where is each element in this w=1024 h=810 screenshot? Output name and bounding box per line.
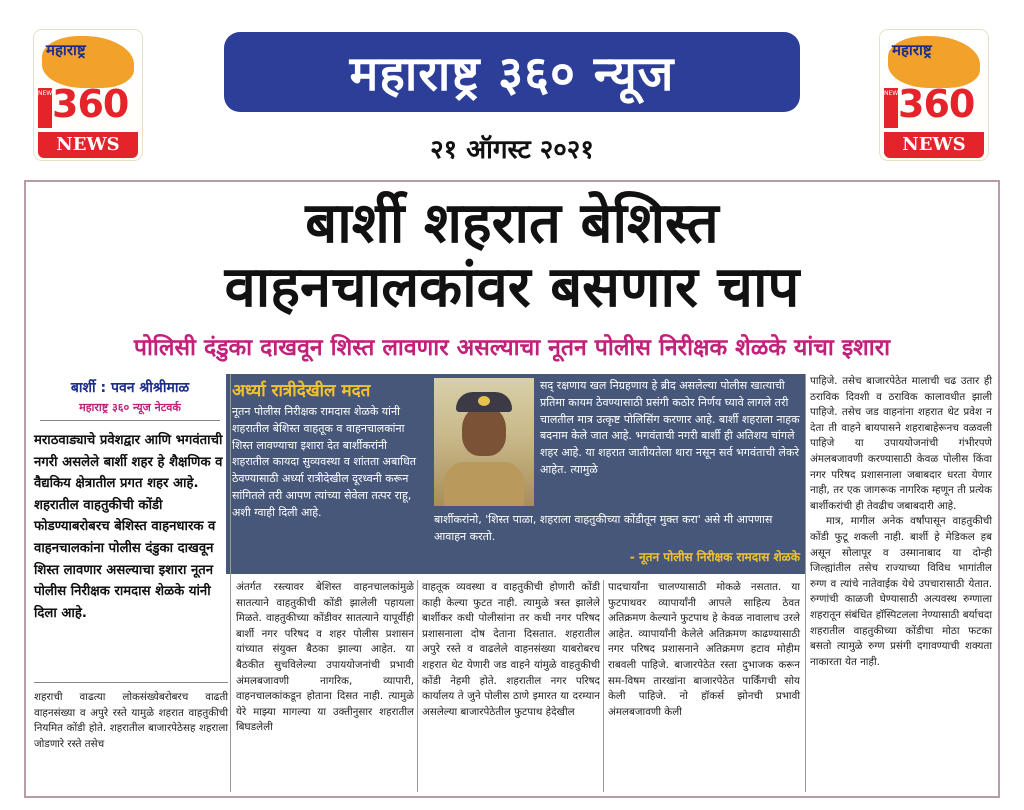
body-column-2: अंतर्गत रस्त्यावर बेशिस्त वाहनचालकांमुळे सातत्याने वाहतुकीची कोंडी झालेली पहायला मिळते. वाहतुकीच्या कोंडीवर सातत्याने यापूर्वीही बार्शी नगर परिषद व शहर पोलीस प्रशासन यांच्यात संयुक्त बैठका झाल्या आहेत. या बैठकीत सुचविलेल्या उपाययोजनांची प्रभावी अंमलबजावणी नागरिक, व्यापारी, वाहनचालकांकडून होताना दिसत नाही. त्यामुळे येरे माझ्या मागल्या या उक्तीनुसार शहरातील बिघडलेली [236,581,414,734]
headline-line-1: बार्शी शहरात बेशिस्त [305,191,719,256]
uniform-shape [444,462,524,506]
column-divider [417,580,418,792]
masthead-title: महाराष्ट्र ३६० न्यूज [349,45,675,102]
logo-badge: NEWS [884,88,898,128]
face-shape [462,406,506,456]
column-divider [230,374,231,792]
brand-logo-right [880,30,988,160]
body-column-5 [810,374,992,670]
highlight-box-title: अर्ध्या रात्रीदेखील मदत [232,381,371,401]
byline-network: महाराष्ट्र ३६० न्यूज नेटवर्क [79,401,181,414]
logo-badge: NEWS [38,88,52,128]
logo-news-label: NEWS [884,132,984,158]
byline-author: बार्शी : पवन श्रीश्रीमाळ [70,380,190,396]
brand-logo-left [34,30,142,160]
logo-number: 360 [52,82,129,126]
body-column-3: वाहतूक व्यवस्था व वाहतुकीची होणारी कोंडी काही केल्या फुटत नाही. त्यामुळे त्रस्त झालेले बार्शीकर कधी पोलीसांना तर कधी नगर परिषद प्रशासनाला दोष देताना दिसतात. शहरातील अपुरे रस्ते व वाढलेले वाहनसंख्या याबरोबरच शहरात थेट येणारी जड वाहने यांमुळे वाहतुकीची कोंडी नेहमी होते. शहरातील नगर परिषद कार्यालय ते जुने पोलीस ठाणे इमारत या दरम्यान असलेल्या बाजारपेठेतील फुटपाथ हेदेखील [422,581,600,718]
quote-attribution: - नूतन पोलीस निरीक्षक रामदास शेळके [629,550,800,564]
body-column-4: पादचार्यांना चालण्यासाठी मोकळे नसतात. या फुटपाथवर व्यापार्यांनी आपले साहित्य ठेवत अतिक्रमण केल्याने फुटपाथ हे केवळ नावालाच उरले आहेत. व्यापार्यांनी केलेले अतिक्रमण काढण्यासाठी नगर परिषद प्रशासनाने अतिक्रमण हटाव मोहीम राबवली पाहिजे. बाजारपेठेत रस्ता दुभाजक करून सम-विषम तारखांना बाजारपेठेत पार्किंगची सोय केली पाहिजे. नो हॉकर्स झोनची प्रभावी अंमलबजावणी केली [608,581,800,718]
highlight-box-left-text: नूतन पोलीस निरीक्षक रामदास शेळके यांनी शहरातील बेशिस्त वाहतूक व वाहनचालकांना शिस्त लावण्याचा इशारा देत बार्शीकरांनी शहरातील कायदा सुव्यवस्था व शांतता अबाधित ठेवण्यासाठी अर्ध्या रात्रीदेखील दूरध्वनी करून सांगितले तरी आपण त्यांच्या सेवेला तत्पर राहू, अशी ग्वाही दिली आहे. [232,405,416,519]
body-column-5-paragraph-2: मात्र, मागील अनेक वर्षांपासून वाहतुकीची कोंडी फुटू शकली नाही. बार्शी हे मेडिकल हब असून सोलापूर व उस्मानाबाद या दोन्ही जिल्ह्यांतील तसेच राज्याच्या विविध भागांतील रुग्ण व त्यांचे नातेवाईक येथे उपचारासाठी येतात. रुग्णांची काळजी घेण्यासाठी अत्यवस्थ रुग्णाला शहरातून संबंधित हॉस्पिटलला नेण्यासाठी बर्याचदा शहरातील वाहतुकीच्या कोंडीचा मोठा फटका बसतो त्यामुळे रुग्ण प्रसंगी दगावण्याची शक्यता नाकारता येत नाही. [810,515,992,668]
byline [40,378,220,415]
lead-paragraph: मराठवाड्याचे प्रवेशद्वार आणि भगवंताची नगरी असलेले बार्शी शहर हे शैक्षणिक व वैद्यकिय क्षेत्रातील प्रगत शहर आहे. शहरातील वाहतुकीची कोंडी फोडण्याबरोबरच बेशिस्त वाहनधारक व वाहनचालकांना पोलीस दंडुका दाखवून शिस्त लावणार असल्याचा इशारा नूतन पोलीस निरीक्षक रामदास शेळके यांनी दिला आहे. [34,433,223,621]
body-column-1: शहराची वाढत्या लोकसंख्येबरोबरच वाढती वाहनसंख्या व अपुरे रस्ते यामुळे शहरात वाहतुकीची नियमित कोंडी होते. शहरातील बाजारपेठेसह शहराला जोडणारे रस्ते तसेच [34,691,228,750]
divider [40,420,220,421]
inspector-photo [434,378,534,506]
subheadline: पोलिसी दंडुका दाखवून शिस्त लावणार असल्याचा नूतन पोलीस निरीक्षक शेळके यांचा इशारा [133,335,891,361]
logo-news-label: NEWS [38,132,138,158]
cap-badge-shape [478,396,490,406]
headline [26,192,998,320]
column-divider [805,374,806,792]
headline-line-2: वाहनचालकांवर बसणार चाप [224,255,800,320]
body-column-5-paragraph-1: पाहिजे. तसेच बाजारपेठेत मालाची चढ उतार ही ठराविक दिवशी व ठराविक कालावधीत झाली पाहिजे. तसेच जड वाहनांना शहरात थेट प्रवेश न देता ती वाहने बायपासने शहराबाहेरूनच वळवली पाहिजे या उपाययोजनांची गंभीरपणे अंमलबजावणी करण्यासाठी केवळ पोलीस किंवा नगर परिषद प्रशासनाला जबाबदार धरता येणार नाही, तर एक जागरूक नागरिक म्हणून ती प्रत्येक बार्शीकरांची ही तेवढीच जबाबदारी आहे. [810,375,992,512]
logo-number: 360 [898,82,975,126]
masthead-banner [224,32,800,112]
column-divider [603,580,604,792]
logo-state-text: महाराष्ट्र [892,41,932,59]
highlight-box-quote: बार्शीकरांनो, 'शिस्त पाळा, शहराला वाहतुकीच्या कोंडीतून मुक्त करा' असे मी आपणास आवाहन करतो. [434,513,773,543]
divider [34,682,228,683]
highlight-box-right-text: सद् रक्षणाय खल निग्रहणाय हे ब्रीद असलेल्या पोलीस खात्याची प्रतिमा कायम ठेवण्यासाठी प्रसंगी कठोर निर्णय घ्यावे लागले तरी चालतील मात्र उत्कृष्ट पोलिसिंग करणार आहे. बार्शी शहराला नाहक बदनाम केले जात आहे. भगवंताची नगरी बार्शी ही अतिशय चांगले शहर आहे. या शहरात जातीयतेला थारा नसून सर्व भगवंताची लेकरे आहेत. त्यामुळे [540,379,800,476]
issue-date: २१ ऑगस्ट २०२१ [430,135,594,165]
logo-state-text: महाराष्ट्र [46,41,86,59]
